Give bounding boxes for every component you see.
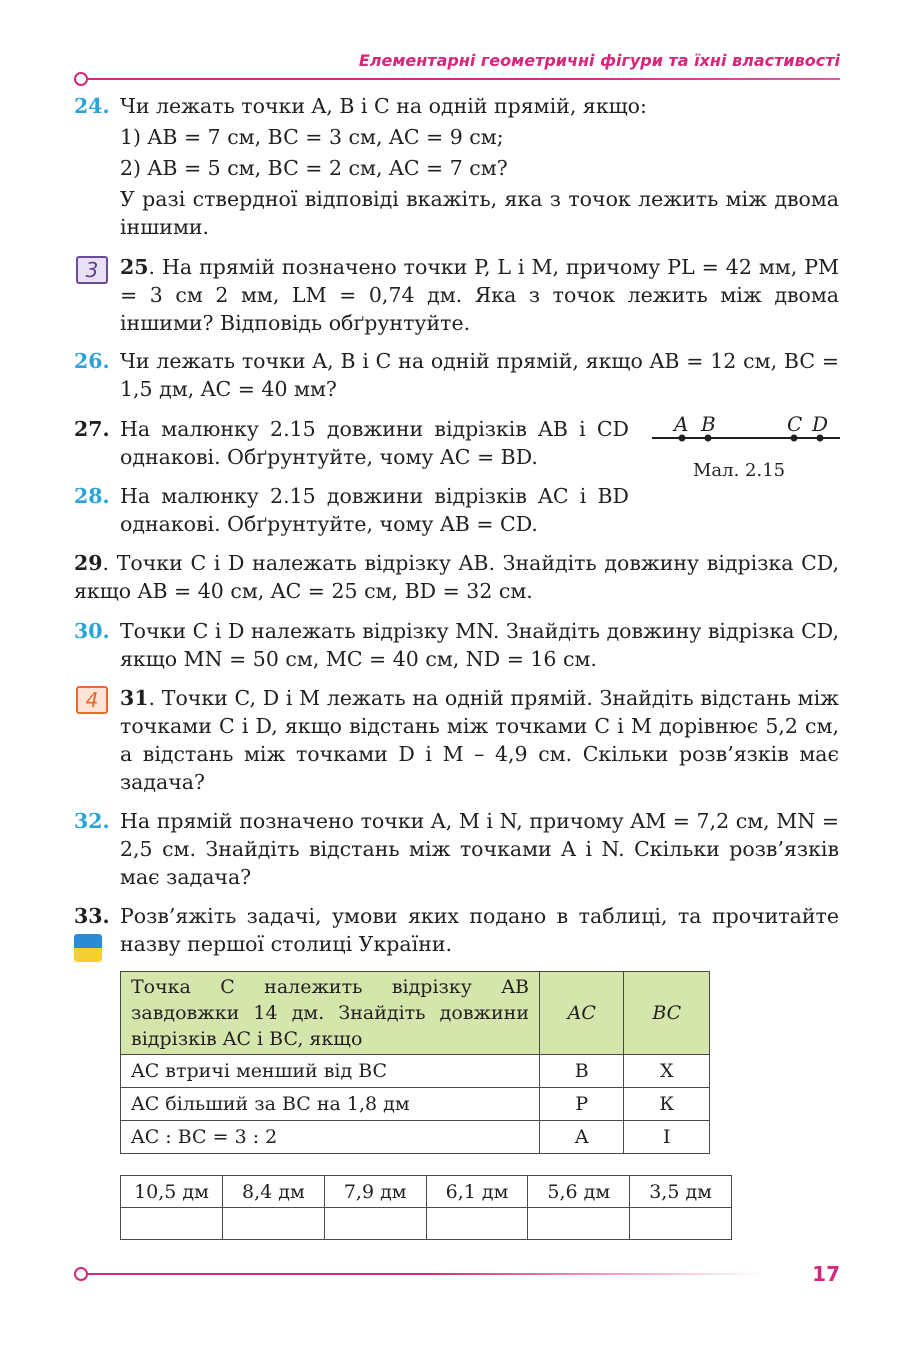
table-header-ac: AC <box>540 972 624 1055</box>
problem-24 <box>74 92 839 241</box>
problem-27 <box>74 415 629 471</box>
answer-table <box>120 1175 732 1240</box>
table-header-condition: Точка C належить відрізку AB завдовжки 14 дм. Знайдіть довжини відрізків AC і BC, якщо <box>121 972 540 1055</box>
point-c-label: C <box>787 412 803 436</box>
problem-number: 26. <box>74 349 110 373</box>
problem-text: Точки C і D належать відрізку MN. Знайдіть довжину відрізка CD, якщо MN = 50 см, MC = 40 см, ND = 16 см. <box>120 619 839 671</box>
problem-text: Чи лежать точки A, B і C на одній прямій, якщо: <box>120 94 647 118</box>
problem-33 <box>74 902 839 958</box>
problem-text: На малюнку 2.15 довжини відрізків AC і BD однакові. Обґрунтуйте, чому AB = CD. <box>120 484 629 536</box>
table-header-bc: BC <box>624 972 710 1055</box>
answer-value: 8,4 дм <box>223 1176 325 1208</box>
problem-number: 28. <box>74 484 110 508</box>
table-cell-ac: А <box>540 1121 624 1154</box>
problem-text: 1) AB = 7 см, BC = 3 см, AC = 9 см; <box>120 125 504 149</box>
table-cell-condition: AC втричі менший від BC <box>121 1055 540 1088</box>
table-row <box>121 1088 710 1121</box>
answer-letter-cell[interactable] <box>121 1208 223 1240</box>
point-d-label: D <box>812 412 829 436</box>
problem-text: Розв’яжіть задачі, умови яких подано в таблиці, та прочитайте назву першої столиці України. <box>120 904 839 956</box>
problem-number: 24. <box>74 94 110 118</box>
answer-letter-cell[interactable] <box>630 1208 732 1240</box>
table-cell-ac: Р <box>540 1088 624 1121</box>
header-title: Елементарні геометричні фігури та їхні властивості <box>358 51 840 70</box>
problem-number: 27. <box>74 417 110 441</box>
problem-28 <box>74 482 629 538</box>
problem-29 <box>74 549 839 605</box>
problem-number: 25 <box>120 255 149 279</box>
answer-value: 5,6 дм <box>528 1176 630 1208</box>
table-row <box>121 1055 710 1088</box>
table-cell-bc: К <box>624 1088 710 1121</box>
problem-number: 30. <box>74 619 110 643</box>
table-cell-bc: І <box>624 1121 710 1154</box>
problem-text: На прямій позначено точки A, M і N, причому AM = 7,2 см, MN = 2,5 см. Знайдіть відстань між точками A і N. Скільки розв’язків має задача? <box>120 809 839 889</box>
figure-caption: Мал. 2.15 <box>693 460 786 481</box>
problem-text: . Точки C і D належать відрізку AB. Знайдіть довжину відрізка CD, якщо AB = 40 см, AC = 25 см, BD = 32 см. <box>74 551 839 603</box>
ukraine-flag-icon <box>74 934 102 962</box>
table-row <box>121 1121 710 1154</box>
condition-table <box>120 971 710 1154</box>
problem-number: 33. <box>74 904 110 928</box>
answer-value: 3,5 дм <box>630 1176 732 1208</box>
table-header-row <box>121 972 710 1055</box>
problem-text: . Точки C, D і M лежать на одній прямій. Знайдіть відстань між точками C і D, якщо відстань між точками C і M дорівнює 5,2 см, а відстань між точками D і M – 4,9 см. Скільки розв’язків має задача? <box>120 686 839 794</box>
table-cell-ac: В <box>540 1055 624 1088</box>
answer-value: 6,1 дм <box>426 1176 528 1208</box>
table-cell-bc: Х <box>624 1055 710 1088</box>
problem-30 <box>74 617 839 673</box>
answer-letter-cell[interactable] <box>223 1208 325 1240</box>
problem-32 <box>74 807 839 891</box>
answer-value: 10,5 дм <box>121 1176 223 1208</box>
point-a-label: A <box>674 412 689 436</box>
page-number: 17 <box>812 1262 840 1286</box>
problem-31 <box>74 684 839 796</box>
answer-letter-cell[interactable] <box>324 1208 426 1240</box>
problem-text: . На прямій позначено точки P, L і M, причому PL = 42 мм, PM = 3 см 2 мм, LM = 0,74 дм. Яка з точок лежить між двома іншими? Відповідь обґрунтуйте. <box>120 255 839 335</box>
problem-number: 29 <box>74 551 103 575</box>
problem-text: 2) AB = 5 см, BC = 2 см, AC = 7 см? <box>120 156 508 180</box>
header-rule-ring <box>74 72 88 86</box>
answer-values-row <box>121 1176 732 1208</box>
figure-2-15 <box>648 412 840 482</box>
answer-letters-row <box>121 1208 732 1240</box>
answer-value: 7,9 дм <box>324 1176 426 1208</box>
level-4-badge: 4 <box>76 686 108 714</box>
point-b-label: B <box>701 412 716 436</box>
problem-text: Чи лежать точки A, B і C на одній прямій, якщо AB = 12 см, BC = 1,5 дм, AC = 40 мм? <box>120 349 839 401</box>
problem-text: На малюнку 2.15 довжини відрізків AB і CD однакові. Обґрунтуйте, чому AC = BD. <box>120 417 629 469</box>
problem-number: 31 <box>120 686 149 710</box>
problem-25 <box>74 253 839 337</box>
problem-number: 32. <box>74 809 110 833</box>
table-cell-condition: AC : BC = 3 : 2 <box>121 1121 540 1154</box>
answer-letter-cell[interactable] <box>528 1208 630 1240</box>
header-rule <box>84 78 840 80</box>
problem-text: У разі ствердної відповіді вкажіть, яка з точок лежить між двома іншими. <box>120 187 839 239</box>
footer-rule-ring <box>74 1267 88 1281</box>
footer-rule <box>84 1273 764 1275</box>
answer-letter-cell[interactable] <box>426 1208 528 1240</box>
table-cell-condition: AC більший за BC на 1,8 дм <box>121 1088 540 1121</box>
level-3-badge: 3 <box>76 256 108 284</box>
problem-26 <box>74 347 839 403</box>
